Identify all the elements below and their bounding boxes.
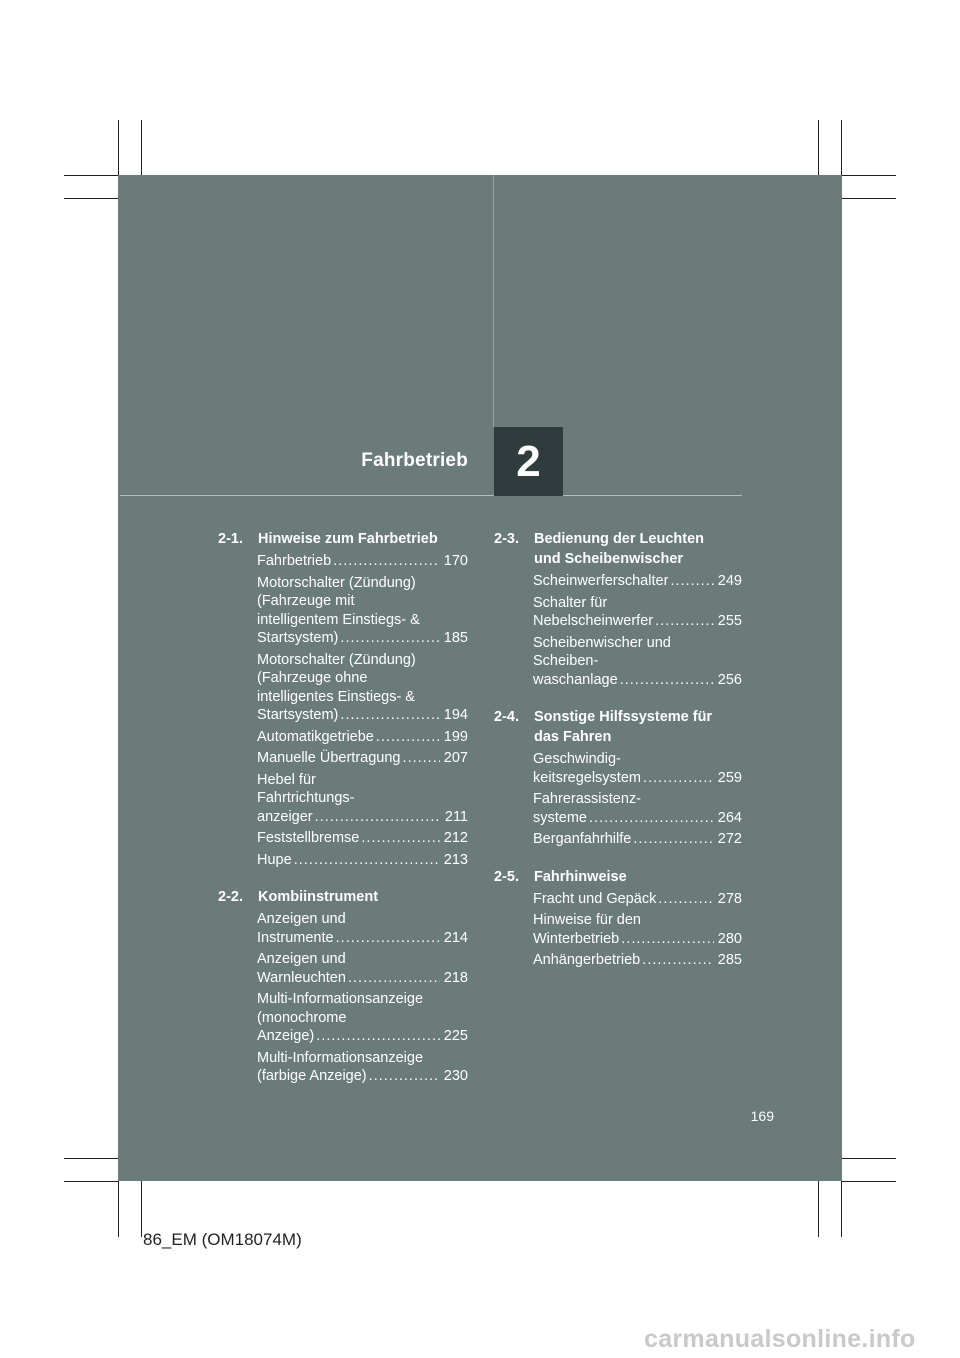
entry-text: Winterbetrieb (533, 930, 620, 947)
entry-page: 211 (444, 808, 468, 825)
entry-text: (farbige Anzeige) (257, 1068, 367, 1084)
toc-section (488, 867, 742, 970)
section-number: 2-5. (494, 868, 519, 885)
entry-text: Anzeigen und (257, 951, 346, 967)
entry-text: Anzeige) (257, 1028, 315, 1044)
toc-entry[interactable] (257, 552, 468, 571)
dot-leader (336, 929, 440, 948)
entry-text: intelligentes Einstiegs- & (257, 688, 415, 705)
entry-text: Hebel für (257, 771, 316, 788)
toc-section (488, 529, 742, 689)
entry-page: 213 (443, 851, 468, 868)
dot-leader (655, 612, 714, 631)
entry-text: Scheiben- (533, 653, 599, 669)
entry-text: Multi-Informationsanzeige (257, 991, 424, 1007)
toc-entry[interactable] (533, 890, 742, 909)
page-number: 169 (750, 1108, 774, 1124)
toc-entry[interactable] (533, 790, 742, 827)
entry-text: Fahrerassistenz- (533, 791, 641, 807)
entry-text: Fahrtrichtungs- (257, 790, 355, 806)
entry-page: 225 (443, 1028, 468, 1044)
toc-entry[interactable] (533, 750, 742, 787)
entry-page: 194 (443, 707, 468, 723)
toc-entry[interactable] (257, 950, 468, 987)
dot-leader (315, 808, 440, 827)
entry-page: 272 (717, 831, 742, 847)
toc-entry[interactable] (257, 651, 468, 725)
entry-text: waschanlage (533, 671, 618, 688)
toc-entry[interactable] (257, 990, 468, 1046)
dot-leader (642, 951, 714, 970)
entry-text: intelligentem Einstiegs- & (257, 611, 420, 628)
entry-text: Warnleuchten (257, 969, 346, 986)
entry-text: Geschwindig- (533, 751, 621, 767)
toc-entry[interactable] (533, 951, 742, 970)
section-number: 2-3. (494, 531, 519, 547)
section-heading[interactable] (488, 529, 742, 569)
entry-text: Anzeigen und (257, 911, 346, 927)
dot-leader (402, 749, 440, 768)
entry-page: 170 (443, 553, 468, 569)
section-number: 2-2. (218, 889, 243, 905)
dot-leader (316, 1027, 440, 1046)
header-rule (120, 495, 742, 496)
entry-text: Fahrbetrieb (257, 553, 332, 569)
toc-section (212, 887, 468, 1086)
entry-text: Startsystem) (257, 630, 339, 646)
toc-entry[interactable] (257, 1049, 468, 1086)
entry-page: 230 (443, 1068, 468, 1084)
entry-page: 256 (717, 671, 742, 688)
section-title-line: Bedienung der Leuchten (534, 531, 704, 547)
entry-text: Manuelle Übertragung (257, 750, 401, 766)
dot-leader (670, 572, 714, 591)
toc-entry[interactable] (257, 771, 468, 827)
entry-text: (Fahrzeuge ohne (257, 670, 368, 686)
dot-leader (376, 728, 440, 747)
chapter-number-badge: 2 (494, 427, 563, 496)
entry-text: Anhängerbetrieb (533, 952, 641, 968)
dot-leader (620, 671, 714, 690)
dot-leader (633, 830, 714, 849)
crop-mark (841, 120, 842, 175)
crop-mark (141, 1181, 142, 1237)
entry-page: 255 (717, 613, 742, 629)
crop-mark (141, 120, 142, 175)
toc-entry[interactable] (533, 634, 742, 690)
toc-entry[interactable] (533, 911, 742, 948)
entry-text: Fracht und Gepäck (533, 890, 657, 907)
section-number: 2-1. (218, 531, 243, 547)
crop-mark (118, 1181, 119, 1237)
toc-entry[interactable] (257, 728, 468, 747)
toc-right-column (488, 529, 742, 988)
crop-mark (842, 1158, 896, 1159)
crop-mark (841, 1181, 842, 1237)
entry-page: 214 (443, 929, 468, 946)
entry-page: 278 (717, 890, 742, 907)
entry-text: Feststellbremse (257, 830, 360, 846)
entry-text: Instrumente (257, 929, 334, 946)
entry-text: Motorschalter (Zündung) (257, 574, 416, 591)
entry-text: (monochrome (257, 1009, 347, 1026)
dot-leader (361, 829, 440, 848)
entry-text: Schalter für (533, 594, 608, 611)
toc-entry[interactable] (257, 574, 468, 648)
entry-text: Scheibenwischer und (533, 634, 671, 651)
section-heading[interactable] (488, 867, 742, 887)
entry-page: 199 (443, 728, 468, 745)
entry-page: 207 (443, 750, 468, 766)
section-title (534, 529, 742, 569)
dot-leader (369, 1067, 440, 1086)
section-title-line: Kombiinstrument (258, 889, 379, 905)
toc-entry[interactable] (533, 594, 742, 631)
entry-text: systeme (533, 809, 587, 826)
entry-page: 264 (717, 809, 742, 826)
section-number: 2-4. (494, 709, 519, 725)
crop-mark (118, 120, 119, 175)
crop-mark (818, 120, 819, 175)
entry-text: (Fahrzeuge mit (257, 593, 355, 609)
entry-text: Automatikgetriebe (257, 728, 374, 745)
dot-leader (294, 851, 440, 870)
entry-page: 280 (717, 930, 742, 947)
chapter-title: Fahrbetrieb (361, 450, 468, 471)
section-title-line: Hinweise zum Fahrbetrieb (258, 531, 438, 547)
dot-leader (348, 969, 440, 988)
entry-page: 259 (717, 769, 742, 786)
entry-text: Startsystem) (257, 707, 339, 723)
toc-section (488, 707, 742, 849)
entry-page: 249 (717, 573, 742, 589)
section-title (534, 707, 742, 747)
header-divider (493, 175, 494, 427)
crop-mark (842, 198, 896, 199)
entry-text: Hupe (257, 851, 292, 868)
entry-page: 218 (443, 969, 468, 986)
section-heading[interactable] (488, 707, 742, 747)
crop-mark (842, 1181, 896, 1182)
crop-mark (64, 175, 118, 176)
document-code: 86_EM (OM18074M) (143, 1230, 302, 1249)
crop-mark (64, 1181, 118, 1182)
entry-page: 285 (717, 952, 742, 968)
section-heading[interactable] (212, 529, 468, 549)
section-title (258, 887, 468, 907)
crop-mark (64, 1158, 118, 1159)
crop-mark (842, 175, 896, 176)
section-title (534, 867, 742, 887)
entry-text: Berganfahrhilfe (533, 831, 632, 847)
dot-leader (621, 930, 714, 949)
entry-page: 185 (443, 630, 468, 646)
toc-entry[interactable] (257, 910, 468, 947)
toc-entry[interactable] (533, 572, 742, 591)
dot-leader (333, 552, 440, 571)
toc-entry[interactable] (257, 851, 468, 870)
toc-left-column (212, 529, 468, 1104)
section-title-line: und Scheibenwischer (534, 551, 684, 567)
dot-leader (643, 769, 714, 788)
entry-text: anzeiger (257, 808, 313, 825)
entry-text: Hinweise für den (533, 912, 641, 928)
toc-section (212, 529, 468, 869)
dot-leader (658, 890, 714, 909)
entry-text: Multi-Informationsanzeige (257, 1049, 424, 1066)
entry-text: Scheinwerferschalter (533, 573, 669, 589)
dot-leader (589, 809, 714, 828)
entry-text: Nebelscheinwerfer (533, 613, 654, 629)
section-heading[interactable] (212, 887, 468, 907)
section-title (258, 529, 468, 549)
section-title-line: das Fahren (534, 729, 612, 745)
dot-leader (340, 629, 440, 648)
dot-leader (340, 706, 440, 725)
section-title-line: Sonstige Hilfssysteme für (534, 709, 713, 725)
entry-page: 212 (443, 830, 468, 846)
toc-entry[interactable] (533, 830, 742, 849)
crop-mark (818, 1181, 819, 1237)
entry-text: keitsregelsystem (533, 769, 641, 786)
toc-entry[interactable] (257, 749, 468, 768)
watermark: carmanualsonline.info (644, 1325, 916, 1353)
entry-text: Motorschalter (Zündung) (257, 651, 416, 668)
toc-entry[interactable] (257, 829, 468, 848)
crop-mark (64, 198, 118, 199)
section-title-line: Fahrhinweise (534, 868, 627, 885)
